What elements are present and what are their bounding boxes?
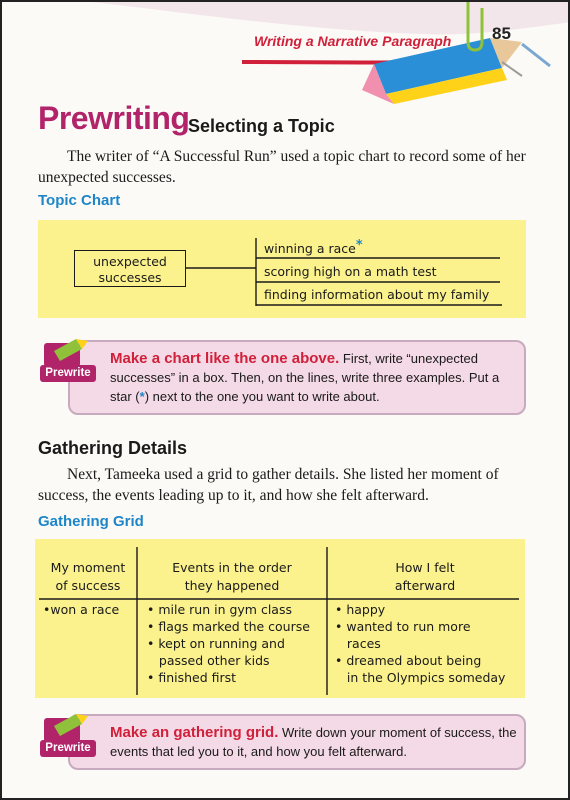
topic-chart-heading: Topic Chart bbox=[38, 192, 121, 209]
grid-column-header bbox=[327, 559, 523, 595]
grid-cell bbox=[147, 601, 310, 686]
prewrite-tip-body: Write down your moment of success, the events that led you to it, and how you felt afterward. bbox=[110, 725, 517, 759]
prewrite-tip bbox=[68, 340, 526, 415]
prewrite-tip bbox=[68, 714, 526, 770]
grid-cell-line: • flags marked the course bbox=[147, 619, 310, 634]
grid-cell-line: • kept on running and bbox=[147, 636, 285, 651]
prewrite-tip-lead: Make a chart like the one above. bbox=[110, 350, 340, 367]
intro-paragraph: The writer of “A Successful Run” used a topic chart to record some of her unexpected successes. bbox=[38, 148, 526, 186]
page-number: 85 bbox=[492, 24, 511, 43]
prewrite-badge-icon bbox=[38, 710, 100, 758]
header-decoration bbox=[2, 2, 570, 107]
prewrite-tip-body: First, write “unexpected successes” in a box. Then, on the lines, write three examples. Put a star ( bbox=[110, 351, 500, 404]
grid-column-header-line: of success bbox=[55, 578, 121, 593]
topic-example: scoring high on a math test bbox=[264, 264, 437, 279]
grid-cell-line: •won a race bbox=[43, 602, 120, 617]
grid-cell-line: • finished first bbox=[147, 670, 237, 685]
topic-box-line1: unexpected bbox=[93, 254, 167, 269]
grid-column-header-line: afterward bbox=[394, 578, 456, 593]
chapter-title: Writing a Narrative Paragraph bbox=[254, 33, 452, 49]
star-icon: * bbox=[355, 238, 363, 253]
star-icon: * bbox=[139, 389, 145, 404]
grid-cell-line: in the Olympics someday bbox=[335, 670, 506, 685]
prewrite-tip-text bbox=[110, 349, 520, 406]
grid-cell bbox=[335, 601, 505, 686]
grid-cell-line: passed other kids bbox=[147, 653, 270, 668]
grid-cell bbox=[43, 601, 119, 618]
topic-example: finding information about my family bbox=[264, 287, 490, 302]
grid-column-header-line: My moment bbox=[50, 560, 126, 575]
topic-example-text: winning a race bbox=[264, 241, 356, 256]
section-subtitle: Selecting a Topic bbox=[188, 116, 335, 136]
prewrite-tip-text bbox=[110, 723, 520, 761]
topic-example bbox=[264, 238, 363, 257]
gathering-paragraph: Next, Tameeka used a grid to gather details. She listed her moment of success, the events leading up to it, and how she felt afterward. bbox=[38, 466, 499, 504]
grid-cell-line: • mile run in gym class bbox=[147, 602, 292, 617]
grid-column-header-line: they happened bbox=[184, 578, 280, 593]
grid-cell-line: races bbox=[335, 636, 381, 651]
prewrite-badge-icon bbox=[38, 335, 100, 383]
gathering-grid bbox=[35, 539, 525, 698]
grid-column-header bbox=[39, 559, 137, 595]
grid-cell-line: • happy bbox=[335, 602, 386, 617]
topic-chart bbox=[38, 220, 526, 318]
grid-column-header-line: How I felt bbox=[395, 560, 455, 575]
prewrite-badge-label: Prewrite bbox=[40, 740, 96, 757]
prewrite-tip-lead: Make an gathering grid. bbox=[110, 724, 279, 741]
grid-cell-line: • wanted to run more bbox=[335, 619, 471, 634]
grid-cell-line: • dreamed about being bbox=[335, 653, 482, 668]
gathering-grid-heading: Gathering Grid bbox=[38, 513, 144, 530]
grid-column-header bbox=[137, 559, 327, 595]
gathering-heading: Gathering Details bbox=[38, 438, 188, 458]
section-title: Prewriting bbox=[38, 100, 190, 136]
topic-box-line2: successes bbox=[98, 270, 162, 285]
prewrite-tip-body: ) next to the one you want to write about. bbox=[144, 389, 380, 404]
topic-box bbox=[74, 250, 186, 287]
prewrite-badge-label: Prewrite bbox=[40, 365, 96, 382]
grid-column-header-line: Events in the order bbox=[172, 560, 292, 575]
